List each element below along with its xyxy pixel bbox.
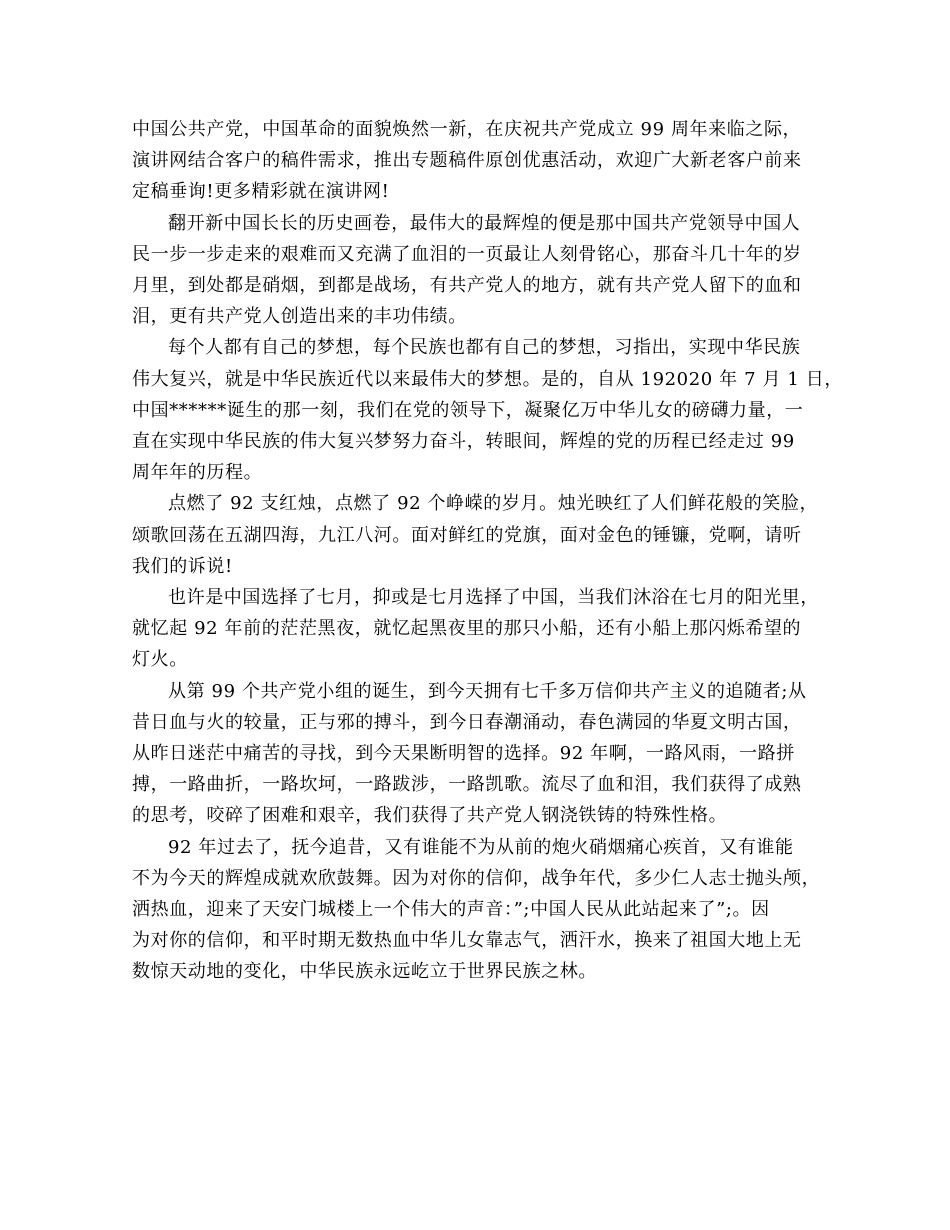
text-line: 中国公共产党，中国革命的面貌焕然一新，在庆祝共产党成立 99 周年来临之际， [132,119,802,140]
text-line: 定稿垂询!更多精彩就在演讲网! [132,181,390,203]
text-line: 的思考，咬碎了困难和艰辛，我们获得了共产党人钢浇铁铸的特殊性格。 [132,805,728,827]
paragraph [132,332,843,488]
text-line: 数惊天动地的变化，中华民族永远屹立于世界民族之林。 [132,961,597,983]
text-line: 从昨日迷茫中痛苦的寻找，到今天果断明智的选择。92 年啊，一路风雨，一路拼 [132,743,795,765]
text-line: 周年年的历程。 [132,462,263,484]
text-line: 演讲网结合客户的稿件需求，推出专题稿件原创优惠活动，欢迎广大新老客户前来 [132,150,802,172]
text-line: 洒热血，迎来了天安门城楼上一个伟大的声音：”;中国人民从此站起来了”;。因 [132,899,770,921]
document-body [132,114,843,988]
text-line: 昔日血与火的较量，正与邪的搏斗，到今日春潮涌动，春色满园的华夏文明古国， [132,711,802,733]
text-line: 伟大复兴，就是中华民族近代以来最伟大的梦想。是的，自从 192020 年 7 月 1 日， [132,368,843,390]
text-line: 中国******诞生的那一刻，我们在党的领导下，凝聚亿万中华儿女的磅礴力量，一 [132,399,804,421]
paragraph [132,114,830,208]
text-line: 民一步一步走来的艰难而又充满了血泪的一页最让人刻骨铭心，那奋斗几十年的岁 [132,243,802,265]
text-line: 92 年过去了，抚今追昔，又有谁能不为从前的炮火硝烟痛心疾首，又有谁能 [168,836,794,858]
paragraph [132,676,830,832]
text-line: 每个人都有自己的梦想，每个民族也都有自己的梦想，习指出，实现中华民族 [168,337,801,359]
text-line: 颂歌回荡在五湖四海，九江八河。面对鲜红的党旗，面对金色的锤镰，党啊，请听 [132,524,802,546]
text-line: 不为今天的辉煌成就欢欣鼓舞。因为对你的信仰，战争年代，多少仁人志士抛头颅， [132,867,821,889]
text-line: 从第 99 个共产党小组的诞生，到今天拥有七千多万信仰共产主义的追随者;从 [168,680,807,702]
text-line: 搏，一路曲折，一路坎坷，一路跋涉，一路凯歌。流尽了血和泪，我们获得了成熟 [132,774,802,796]
text-line: 翻开新中国长长的历史画卷，最伟大的最辉煌的便是那中国共产党领导中国人 [168,212,801,234]
text-line: 点燃了 92 支红烛，点燃了 92 个峥嵘的岁月。烛光映红了人们鲜花般的笑脸， [168,493,819,515]
text-line: 直在实现中华民族的伟大复兴梦努力奋斗，转眼间，辉煌的党的历程已经走过 99 [132,431,795,453]
text-line: 泪，更有共产党人创造出来的丰功伟绩。 [132,306,467,328]
paragraph [132,832,830,988]
paragraph [132,208,830,333]
text-line: 为对你的信仰，和平时期无数热血中华儿女靠志气，洒汗水，换来了祖国大地上无 [132,930,802,952]
text-line: 我们的诉说! [132,555,233,577]
text-line: 也许是中国选择了七月，抑或是七月选择了中国，当我们沐浴在七月的阳光里， [168,587,819,609]
text-line: 就忆起 92 年前的茫茫黑夜，就忆起黑夜里的那只小船，还有小船上那闪烁希望的 [132,618,802,640]
paragraph [132,488,830,582]
text-line: 月里，到处都是硝烟，到都是战场，有共产党人的地方，就有共产党人留下的血和 [132,275,802,297]
text-line: 灯火。 [132,649,188,671]
paragraph [132,582,830,676]
